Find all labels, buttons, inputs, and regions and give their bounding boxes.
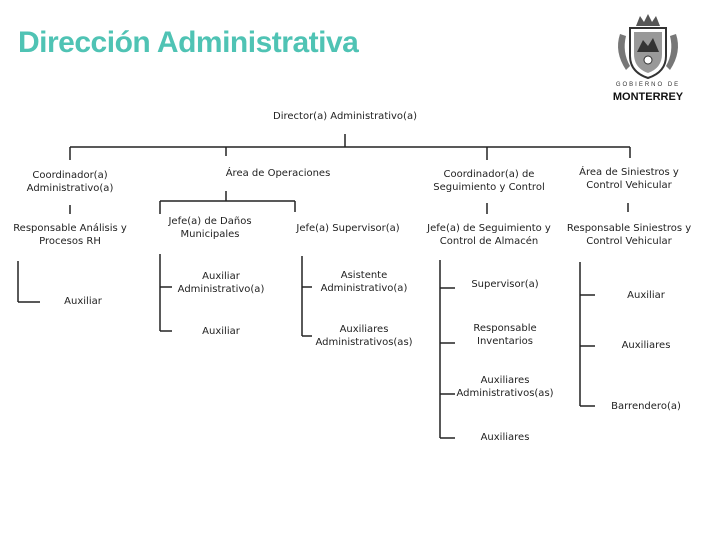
node-responsable-analisis: Responsable Análisis y Procesos RH — [13, 223, 127, 247]
node-auxiliar-admin: Auxiliar — [64, 296, 102, 307]
node-responsable-siniestros: Responsable Siniestros y Control Vehicular — [566, 223, 692, 247]
node-auxiliares-administrativos-1: Auxiliares Administrativos(as) — [315, 324, 413, 348]
node-director: Director(a) Administrativo(a) — [273, 111, 417, 122]
node-area-siniestros: Área de Siniestros y Control Vehicular — [579, 167, 679, 191]
node-auxiliar-operaciones: Auxiliar — [202, 326, 240, 337]
node-auxiliar-siniestros: Auxiliar — [627, 290, 665, 301]
node-auxiliares-siniestros: Auxiliares — [621, 340, 671, 351]
page-title: Dirección Administrativa — [18, 26, 359, 59]
node-jefe-danos: Jefe(a) de Daños Municipales — [168, 216, 252, 240]
node-auxiliar-administrativo: Auxiliar Administrativo(a) — [177, 271, 265, 295]
node-jefe-supervisor: Jefe(a) Supervisor(a) — [296, 223, 400, 234]
node-coordinador-seguimiento: Coordinador(a) de Seguimiento y Control — [433, 169, 545, 193]
node-coordinador-administrativo: Coordinador(a) Administrativo(a) — [26, 170, 114, 194]
logo-caption: GOBIERNO DE — [615, 82, 681, 88]
node-supervisor: Supervisor(a) — [471, 279, 539, 290]
node-auxiliares-administrativos-2: Auxiliares Administrativos(as) — [456, 375, 554, 399]
logo-city: MONTERREY — [612, 91, 684, 103]
node-jefe-almacen: Jefe(a) de Seguimiento y Control de Almacén — [427, 223, 551, 247]
node-responsable-inventarios: Responsable Inventarios — [473, 323, 537, 347]
node-area-operaciones: Área de Operaciones — [225, 168, 331, 179]
node-barrendero: Barrendero(a) — [611, 401, 681, 412]
node-asistente-administrativo: Asistente Administrativo(a) — [320, 270, 408, 294]
node-auxiliares-almacen: Auxiliares — [480, 432, 530, 443]
